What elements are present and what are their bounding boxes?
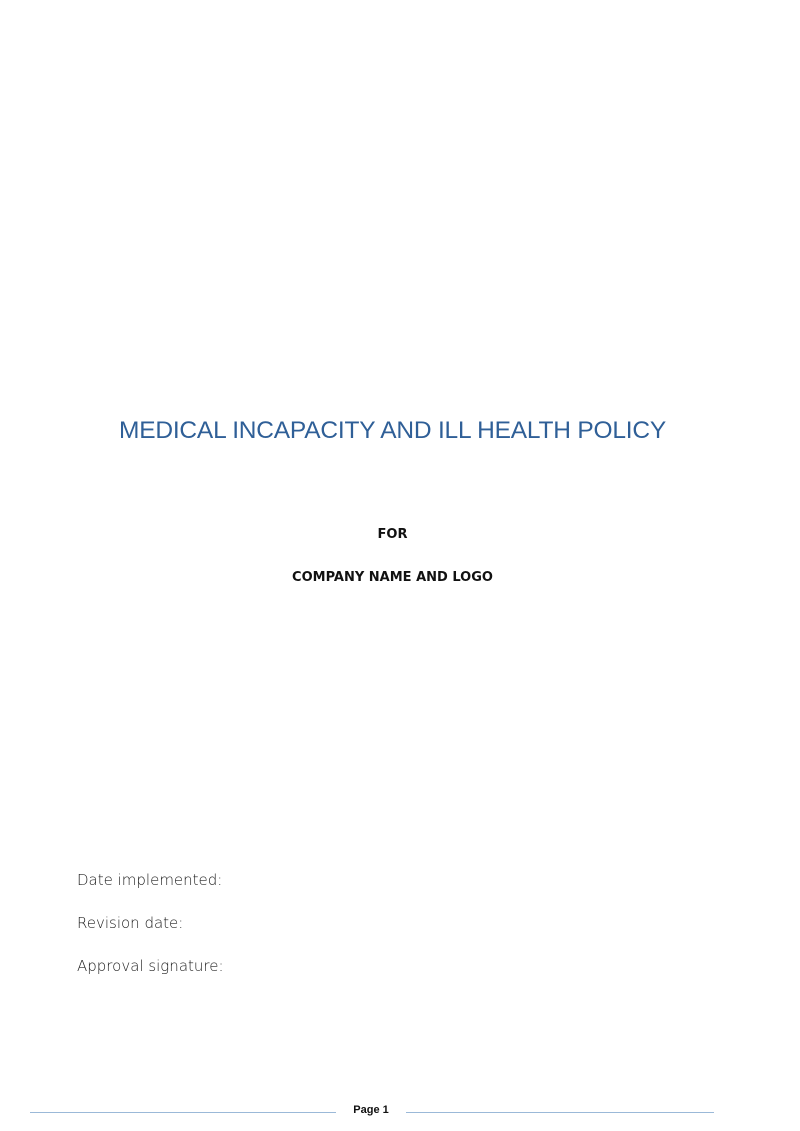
footer-rule-left	[30, 1112, 336, 1113]
revision-date-label: Revision date:	[77, 914, 184, 932]
document-title: MEDICAL INCAPACITY AND ILL HEALTH POLICY	[118, 417, 667, 444]
date-implemented-label: Date implemented:	[77, 871, 223, 889]
page-footer	[30, 1104, 714, 1120]
approval-signature-label: Approval signature:	[77, 957, 224, 975]
for-label: FOR	[377, 527, 408, 542]
page-number: Page 1	[353, 1104, 389, 1116]
company-name-placeholder: COMPANY NAME AND LOGO	[292, 570, 493, 585]
footer-rule-right	[406, 1112, 714, 1113]
